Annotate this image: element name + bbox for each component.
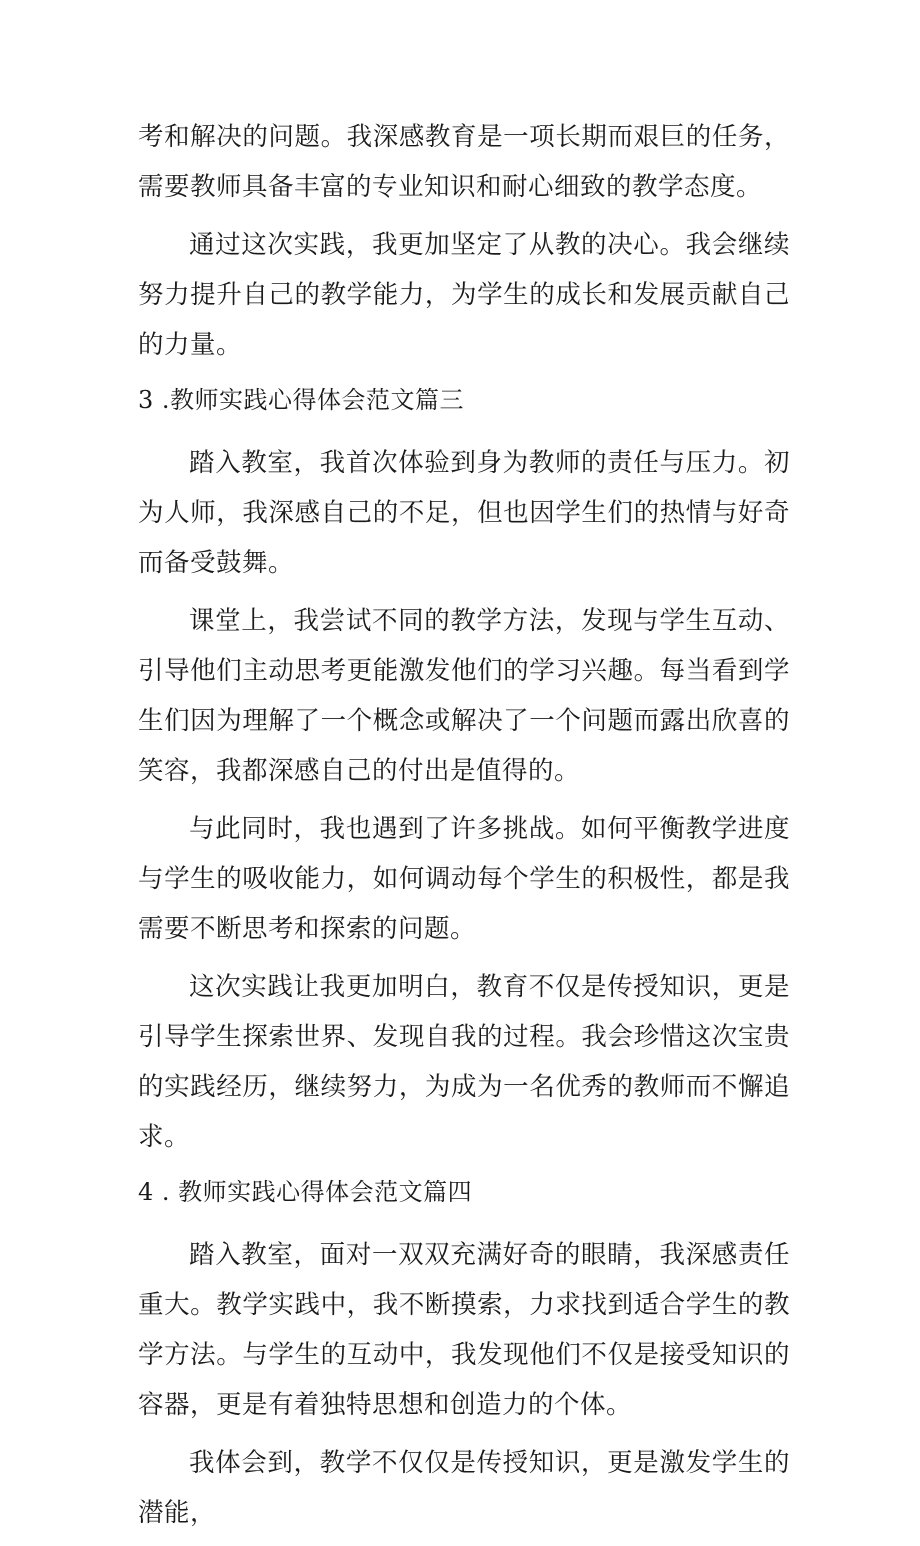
section-heading: 3 .教师实践心得体会范文篇三	[138, 386, 465, 414]
paragraph: 我体会到，教学不仅仅是传授知识，更是激发学生的潜能，	[138, 1448, 790, 1528]
paragraph: 这次实践让我更加明白，教育不仅是传授知识，更是引导学生探索世界、发现自我的过程。我会珍惜这次宝贵的实践经历，继续努力，为成为一名优秀的教师而不懈追求。	[138, 972, 790, 1152]
document-page	[138, 112, 790, 1546]
paragraph: 考和解决的问题。我深感教育是一项长期而艰巨的任务，需要教师具备丰富的专业知识和耐心细致的教学态度。	[138, 122, 790, 202]
section-heading: 4 . 教师实践心得体会范文篇四	[138, 1178, 473, 1206]
paragraph: 课堂上，我尝试不同的教学方法，发现与学生互动、引导他们主动思考更能激发他们的学习兴趣。每当看到学生们因为理解了一个概念或解决了一个问题而露出欣喜的笑容，我都深感自己的付出是值得的。	[138, 606, 790, 786]
paragraph: 通过这次实践，我更加坚定了从教的决心。我会继续努力提升自己的教学能力，为学生的成长和发展贡献自己的力量。	[138, 230, 790, 360]
paragraph: 与此同时，我也遇到了许多挑战。如何平衡教学进度与学生的吸收能力，如何调动每个学生的积极性，都是我需要不断思考和探索的问题。	[138, 814, 790, 944]
paragraph: 踏入教室，面对一双双充满好奇的眼睛，我深感责任重大。教学实践中，我不断摸索，力求找到适合学生的教学方法。与学生的互动中，我发现他们不仅是接受知识的容器，更是有着独特思想和创造力的个体。	[138, 1240, 790, 1420]
paragraph: 踏入教室，我首次体验到身为教师的责任与压力。初为人师，我深感自己的不足，但也因学生们的热情与好奇而备受鼓舞。	[138, 448, 790, 578]
